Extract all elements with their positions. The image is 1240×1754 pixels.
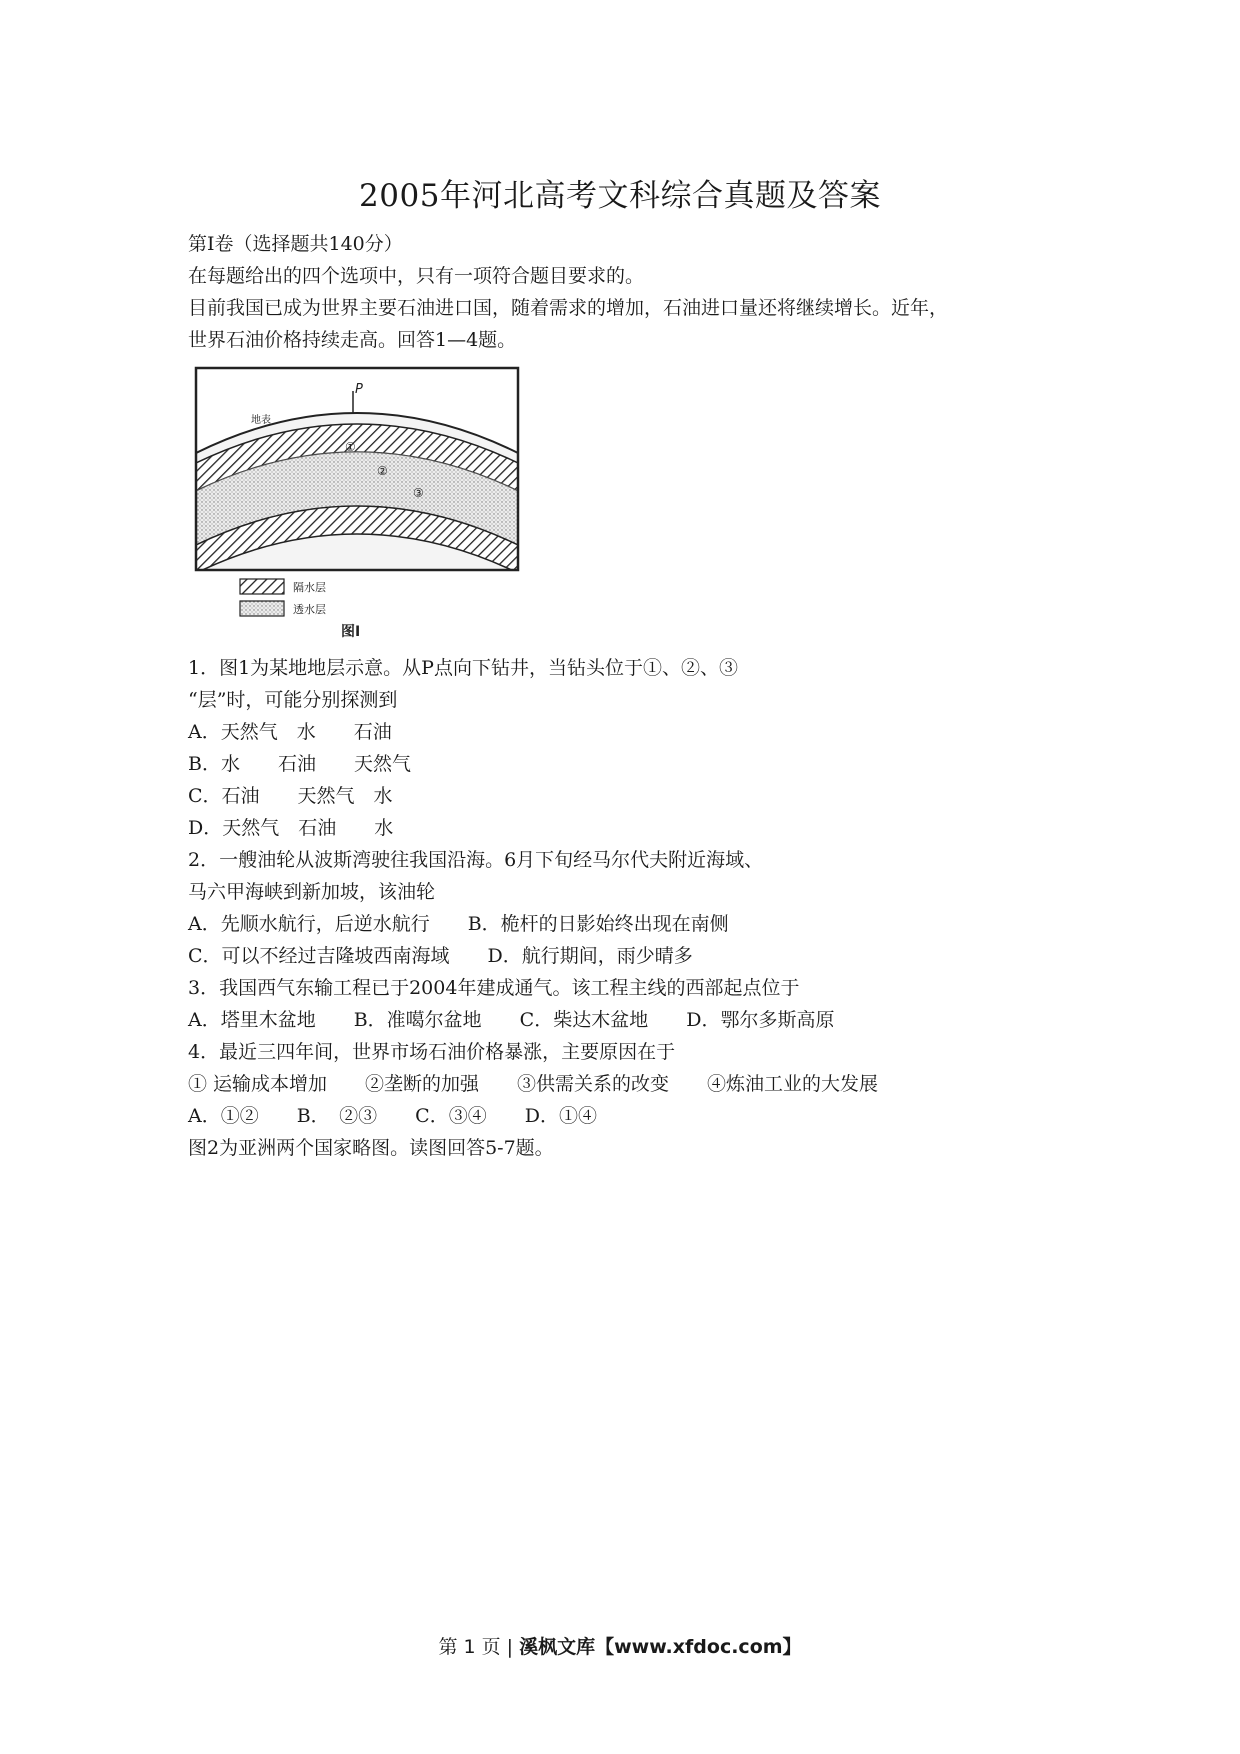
q2-options-ab: A．先顺水航行，后逆水航行 B．桅杆的日影始终出现在南侧 xyxy=(188,913,729,935)
question-2-cont: 马六甲海峡到新加坡，该油轮 xyxy=(188,881,436,903)
figure-caption: 图Ⅰ xyxy=(341,624,361,640)
question-4: 4．最近三四年间，世界市场石油价格暴涨，主要原因在于 xyxy=(188,1041,676,1063)
q4-items: ① 运输成本增加 ②垄断的加强 ③供需关系的改变 ④炼油工业的大发展 xyxy=(188,1073,879,1095)
instruction-text: 在每题给出的四个选项中，只有一项符合题目要求的。 xyxy=(188,265,645,287)
page-number: 第 1 页 | xyxy=(438,1636,520,1658)
layer-1-label: ① xyxy=(345,440,356,454)
section-heading: 第Ⅰ卷（选择题共140分） xyxy=(188,233,403,255)
figure-1 xyxy=(193,365,523,649)
layer-3-label: ③ xyxy=(413,486,424,500)
q1-option-c: C．石油 天然气 水 xyxy=(188,785,393,807)
strata-diagram xyxy=(193,365,523,645)
legend-impermeable-label: 隔水层 xyxy=(293,581,326,594)
legend-impermeable-swatch xyxy=(240,579,284,594)
q3-options: A．塔里木盆地 B．准噶尔盆地 C．柴达木盆地 D．鄂尔多斯高原 xyxy=(188,1009,835,1031)
question-1: 1．图1为某地地层示意。从P点向下钻井，当钻头位于①、②、③ xyxy=(188,657,738,679)
layer-2-label: ② xyxy=(377,464,388,478)
legend-permeable-swatch xyxy=(240,601,284,616)
legend-permeable-label: 透水层 xyxy=(293,603,326,616)
footer-brand: 溪枫文库【www.xfdoc.com】 xyxy=(519,1636,802,1658)
question-2: 2．一艘油轮从波斯湾驶往我国沿海。6月下旬经马尔代夫附近海域、 xyxy=(188,849,764,871)
surface-label: 地表 xyxy=(251,415,271,426)
page-footer xyxy=(0,1632,1240,1659)
intro-text: 目前我国已成为世界主要石油进口国，随着需求的增加，石油进口量还将继续增长。近年， xyxy=(188,297,949,319)
question-3: 3．我国西气东输工程已于2004年建成通气。该工程主线的西部起点位于 xyxy=(188,977,800,999)
point-p-label: P xyxy=(355,382,363,397)
q1-option-a: A．天然气 水 石油 xyxy=(188,721,392,743)
q1-option-b: B．水 石油 天然气 xyxy=(188,753,411,775)
figure-2-intro: 图2为亚洲两个国家略图。读图回答5-7题。 xyxy=(188,1137,554,1159)
q2-options-cd: C．可以不经过吉隆坡西南海域 D．航行期间，雨少晴多 xyxy=(188,945,693,967)
question-1-cont: “层”时，可能分别探测到 xyxy=(188,689,398,711)
q4-options: A．①② B． ②③ C．③④ D．①④ xyxy=(188,1105,597,1127)
q1-option-d: D．天然气 石油 水 xyxy=(188,817,394,839)
intro-text: 世界石油价格持续走高。回答1—4题。 xyxy=(188,329,517,351)
document-title: 2005年河北高考文科综合真题及答案 xyxy=(359,178,881,214)
